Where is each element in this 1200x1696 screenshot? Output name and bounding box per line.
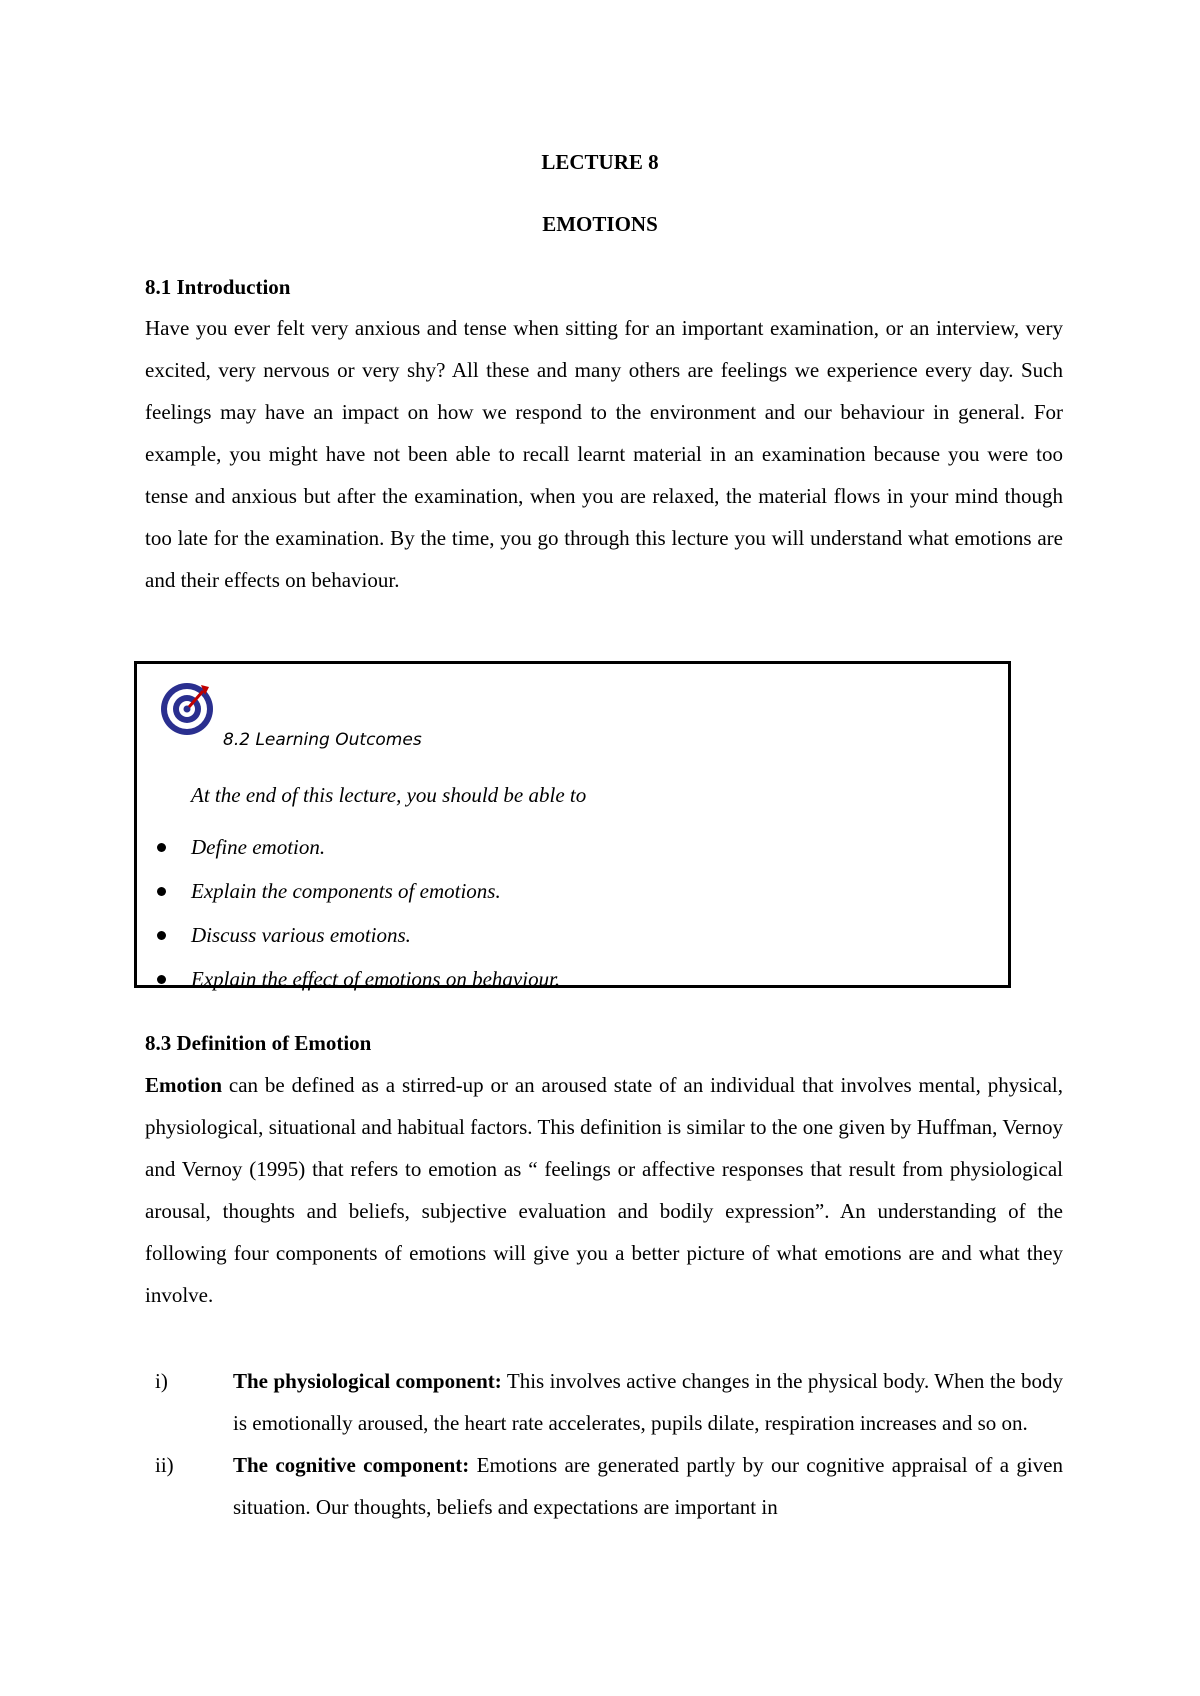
target-icon [159,673,219,737]
list-item: Discuss various emotions. [137,913,560,957]
intro-paragraph: Have you ever felt very anxious and tense when sitting for an important examination, or an interview, very excited, very nervous or very shy? All these and many others are feelings we experience every day. Such feelings may have an impact on how we respond to the environment and our behaviour in general. For example, you might have not been able to recall learnt material in an examination because you were too tense and anxious but after the examination, when you are relaxed, the material flows in your mind though too late for the examination. By the time, you go through this lecture you will understand what emotions are and their effects on behaviour. [145,316,1063,592]
list-item: Explain the components of emotions. [137,869,560,913]
learning-outcomes-box [134,661,1011,991]
bullet-icon [157,975,166,984]
bullet-icon [157,843,166,852]
definition-heading: 8.3 Definition of Emotion [145,1031,372,1055]
intro-heading: 8.1 Introduction [145,275,291,299]
item-title: The cognitive component: [233,1453,470,1477]
list-item: Explain the effect of emotions on behaviour. [137,957,560,1001]
item-title: The physiological component: [233,1369,502,1393]
item-number: ii) [155,1453,174,1477]
learning-outcomes-heading: 8.2 Learning Outcomes [223,730,422,750]
definition-text: can be defined as a stirred-up or an aroused state of an individual that involves mental, physical, physiological, situational and habitual factors. This definition is similar to the one given by Huffman, Vernoy and Vernoy (1995) that refers to emotion as “ feelings or affective responses that result from physiological arousal, thoughts and beliefs, subjective evaluation and bodily expression”. An understanding of the following four components of emotions will give you a better picture of what emotions are and what they involve. [145,1073,1063,1307]
lecture-number: LECTURE 8 [541,150,659,174]
components-list [145,1360,1063,1528]
learning-outcomes-intro: At the end of this lecture, you should be able to [191,783,587,807]
list-item: Define emotion. [137,825,560,869]
item-number: i) [155,1369,168,1393]
definition-paragraph [145,1064,1063,1316]
list-item [145,1360,1063,1444]
definition-term: Emotion [145,1073,223,1097]
bullet-icon [157,931,166,940]
item-text: This involves active changes in the physical body. When the body is emotionally aroused, the heart rate accelerates, pupils dilate, respiration increases and so on. [233,1369,1063,1435]
item-text: Emotions are generated partly by our cognitive appraisal of a given situation. Our thoughts, beliefs and expectations are important in [233,1453,1063,1519]
lecture-title: EMOTIONS [542,212,658,236]
learning-outcomes-list [137,825,560,1001]
bullet-icon [157,887,166,896]
list-item [145,1444,1063,1528]
